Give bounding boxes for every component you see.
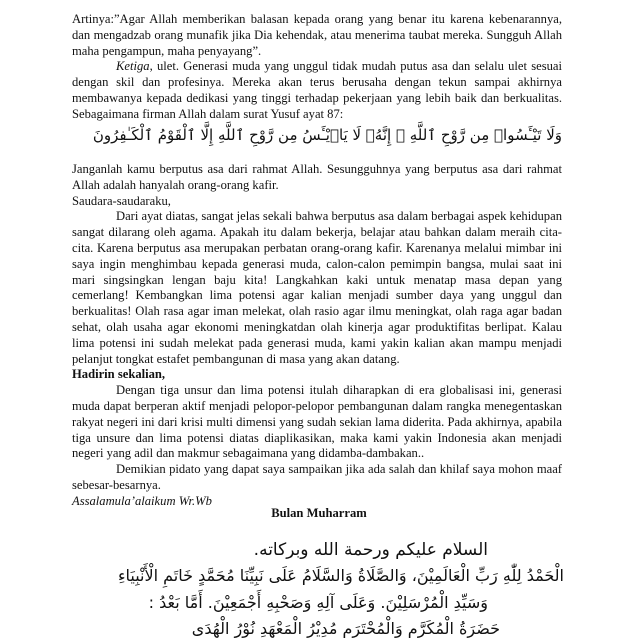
body-paragraph-1: Dari ayat diatas, sangat jelas sekali bahwa berputus asa dalam berbagai aspek kehidupan sangat dilarang oleh agama. Apakah itu dalam bekerja, belajar atau bahkan dalam meraih cita-cita. Karena berputus asa merupakan perbatan orang-orang kafir. Karenanya melalui mimbar ini saya ingin menghimbau kepada generasi muda, calon-calon pemimpin bangsa, mulai saat ini mari singsingkan lengan baju kita! Langkahkan kaki untuk menatap masa depan yang cemerlang! Kembangkan lima potensi agar kalian menjadi sumber daya yang unggul dan berkualitas! Olah rasa agar iman melekat, olah rasio agar ilmu meningkat, olah raga agar badan sehat, olah usaha agar ekonomi meningkatdan olah kinerja agar produktifitas berlipat. Kalau lima potensi ini sudah melekat pada generasi muda, kami yakin kalian akan mampu menjadi pelanjut tongkat estafet pembangunan di masa yang akan datang. — [72, 209, 562, 366]
text-block-main — [72, 162, 562, 510]
ketiga-label: Ketiga — [116, 59, 150, 74]
ketiga-paragraph — [72, 59, 562, 122]
arabic-hamdalah-line: الْحَمْدُ لِلّٰهِ رَبِّ الْعَالَمِيْنَ، وَالصَّلَاةُ وَالسَّلَامُ عَلَى نَبِيِّنَا مُحَمَّدٍ خَاتَمِ الْأَنْبِيَاءِ — [117, 566, 564, 585]
text-block-top — [72, 12, 562, 123]
greeting-line: Saudara-saudaraku, — [72, 193, 171, 208]
arabic-line-3: وَسَيِّدِ الْمُرْسَلِيْنَ. وَعَلَى آلِهِ وَصَحْبِهِ أَجْمَعِيْنَ. أَمَّا بَعْدُ : — [148, 593, 488, 612]
arabic-line-4: حَضَرَةُ الْمُكَرَّمِ وَالْمُحْتَرَمِ مُدِيْرُ الْمَعْهَدِ نُوْرُ الْهُدَى — [191, 619, 500, 638]
translation-paragraph: Artinya:”Agar Allah memberikan balasan kepada orang yang benar itu karena kebenarannya, dan mengadzab orang munafik jika Dia kehendak, atau menerima taubat mereka. Sungguh Allah maha pengampun, maha penyayang”. — [72, 12, 562, 58]
body-paragraph-2: Dengan tiga unsur dan lima potensi itulah diharapkan di era globalisasi ini, generasi muda dapat berperan aktif menjadi pelopor-pelopor pembangunan dalam rangka menegentaskan rakyat negeri ini dari krisi multi dimensi yang sudah sekian lama diderita. Pada akhirnya, apabila tiga unsure dan lima potensi diatas diaplikasikan, maka kami yakin Indonesia akan menjadi negeri yang adil dan makmur sebagaimana yang didamba-dambakan.. — [72, 383, 562, 461]
quran-verse: وَلَا تَيْـَٔسُوا۟ مِن رَّوْحِ ٱللَّهِ ۖ إِنَّهُۥ لَا يَا۟يْـَٔسُ مِن رَّوْحِ ٱللَّهِ إِلَّا ٱلْقَوْمُ ٱلْكَـٰفِرُونَ — [92, 126, 562, 144]
hadirin-heading: Hadirin sekalian, — [72, 367, 166, 382]
arabic-salam: السلام عليكم ورحمة الله وبركاته. — [253, 540, 488, 560]
closing-salam: Assalamula’alaikum Wr.Wb — [72, 493, 212, 508]
verse-translation: Janganlah kamu berputus asa dari rahmat Allah. Sesungguhnya yang berputus asa dari rahmat Allah adalah hanyalah orang-orang kafir. — [72, 162, 562, 192]
closing-paragraph: Demikian pidato yang dapat saya sampaikan jika ada salah dan khilaf saya mohon maaf sebesar-besarnya. — [72, 462, 562, 492]
ketiga-text: , ulet. Generasi muda yang unggul tidak mudah putus asa dan selalu ulet sesuai dengan skil dan profesinya. Mereka akan terus berusaha dengan tekun sampai akhirnya membawanya kepada dedikasi yang tinggi terhadap pekerjaan yang lebih baik dan berkualitas. Sebagaimana firman Allah dalam surat Yusuf ayat 87: — [72, 59, 562, 121]
section-heading: Bulan Muharram — [271, 506, 367, 520]
